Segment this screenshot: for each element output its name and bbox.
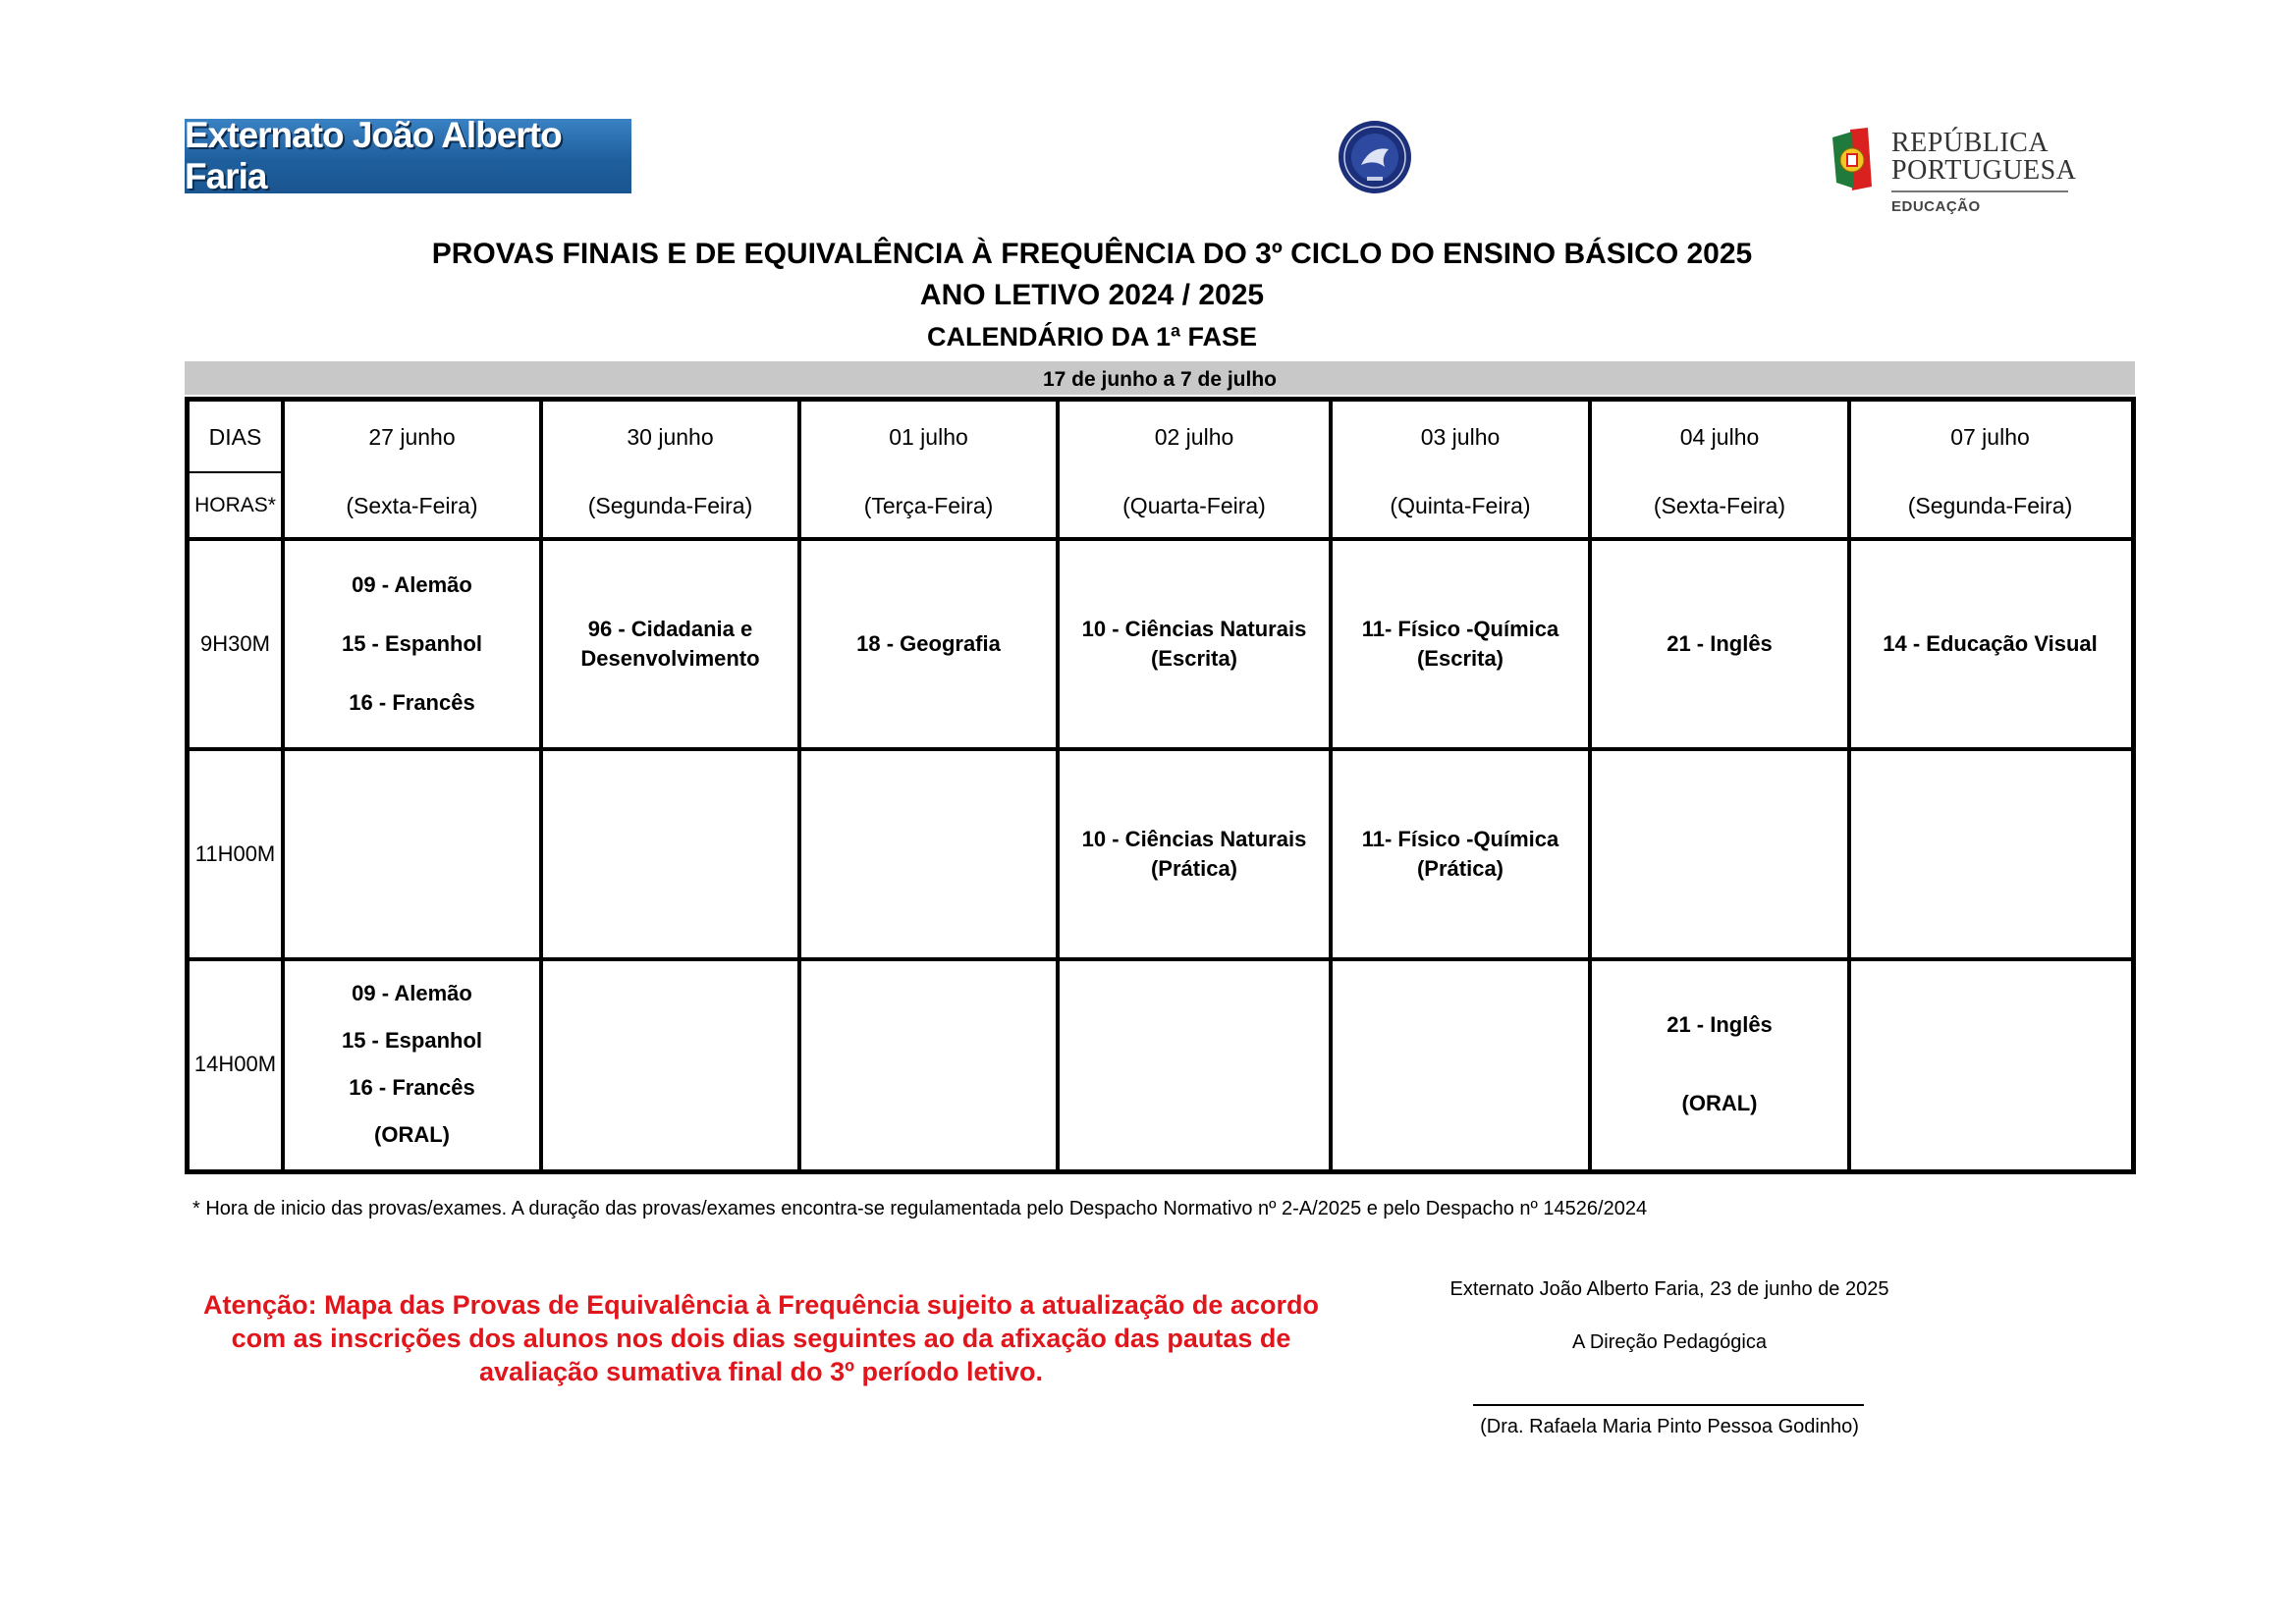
exam-note: (Prática) (1416, 856, 1504, 881)
exam-cell (285, 961, 539, 1167)
day-header-date: 02 julho (1154, 424, 1234, 450)
empty-cell (1060, 961, 1329, 1167)
exam-cell (1592, 961, 1847, 1167)
school-logo (185, 115, 631, 196)
portugal-flag-icon (1829, 128, 1878, 192)
signature-name: (Dra. Rafaela Maria Pinto Pessoa Godinho) (1480, 1416, 1859, 1437)
day-header-weekday: (Sexta-Feira) (346, 493, 478, 518)
republica-text: REPÚBLICA (1891, 128, 2050, 158)
republica-portuguesa-logo (1829, 126, 2077, 220)
signature-line (1473, 1404, 1864, 1406)
attention-notice (187, 1288, 1336, 1388)
document-title: PROVAS FINAIS E DE EQUIVALÊNCIA À FREQUÊNCIA DO 3º CICLO DO ENSINO BÁSICO 2025 (431, 238, 1753, 270)
exam-subject: 16 - Francês (349, 1075, 475, 1100)
empty-cell (801, 751, 1056, 957)
day-header-date: 27 junho (368, 424, 456, 450)
exam-subject: Desenvolvimento (580, 646, 760, 671)
footnote: * Hora de inicio das provas/exames. A duração das provas/exames encontra-se regulamentada pelo Despacho Normativo nº 2-A/2025 e pelo Despacho nº 14526/2024 (192, 1198, 1648, 1219)
day-header-weekday: (Segunda-Feira) (1907, 493, 2073, 518)
exam-calendar-table (185, 397, 2136, 1174)
signature-place-date: Externato João Alberto Faria, 23 de junho de 2025 (1449, 1278, 1889, 1300)
day-header-date: 04 julho (1679, 424, 1760, 450)
exam-cell (1333, 751, 1588, 957)
empty-cell (801, 961, 1056, 1167)
portuguesa-text: PORTUGUESA (1891, 155, 2077, 186)
exam-subject: 14 - Educação Visual (1883, 631, 2098, 656)
time-slot-label: 14H00M (193, 1052, 277, 1076)
day-header-weekday: (Sexta-Feira) (1653, 493, 1786, 518)
exam-cell (1333, 541, 1588, 747)
time-slot-label: 9H30M (200, 631, 270, 656)
exam-cell (1060, 541, 1329, 747)
day-header-weekday: (Quinta-Feira) (1390, 493, 1531, 518)
exam-subject: 09 - Alemão (352, 981, 472, 1005)
school-year: ANO LETIVO 2024 / 2025 (919, 279, 1265, 311)
notice-line-3: avaliação sumativa final do 3º período letivo. (478, 1357, 1044, 1386)
exam-subject: 11- Físico -Química (1361, 827, 1559, 851)
notice-line-1: Atenção: Mapa das Provas de Equivalência à Frequência sujeito a atualização de acordo (203, 1290, 1319, 1320)
exam-subject: 21 - Inglês (1667, 631, 1773, 656)
logo-divider (1891, 190, 2068, 192)
day-header-date: 03 julho (1420, 424, 1501, 450)
day-header-date: 07 julho (1950, 424, 2030, 450)
exam-note: (Escrita) (1416, 646, 1504, 671)
exam-note: (Prática) (1150, 856, 1238, 881)
school-seal-icon (1338, 120, 1412, 194)
day-header-weekday: (Terça-Feira) (863, 493, 994, 518)
corner-horas-label: HORAS* (194, 494, 276, 516)
empty-cell (1592, 751, 1847, 957)
exam-subject: 10 - Ciências Naturais (1081, 617, 1307, 641)
exam-cell (285, 541, 539, 747)
phase-title: CALENDÁRIO DA 1ª FASE (926, 322, 1258, 352)
exam-cell (1060, 751, 1329, 957)
period-bar: 17 de junho a 7 de julho (185, 361, 2135, 395)
exam-subject: 96 - Cidadania e (587, 617, 753, 641)
exam-subject: 15 - Espanhol (341, 1028, 483, 1053)
exam-cell (543, 541, 797, 747)
empty-cell (1333, 961, 1588, 1167)
time-slot-label: 11H00M (194, 841, 276, 866)
school-logo-text: Externato João Alberto Faria (185, 115, 562, 196)
exam-subject: 10 - Ciências Naturais (1081, 827, 1307, 851)
empty-cell (285, 751, 539, 957)
empty-cell (543, 751, 797, 957)
exam-subject: 18 - Geografia (856, 631, 1001, 656)
empty-cell (1851, 751, 2129, 957)
notice-line-2: com as inscrições dos alunos nos dois dias seguintes ao da afixação das pautas de (231, 1324, 1291, 1353)
exam-cell (801, 541, 1056, 747)
day-header-date: 30 junho (627, 424, 714, 450)
corner-dias-label: DIAS (208, 424, 262, 450)
empty-cell (543, 961, 797, 1167)
day-header-weekday: (Quarta-Feira) (1122, 493, 1266, 518)
exam-subject: 15 - Espanhol (341, 631, 483, 656)
exam-note: (Escrita) (1150, 646, 1238, 671)
exam-note: (ORAL) (1681, 1091, 1758, 1115)
educacao-text: EDUCAÇÃO (1891, 198, 1981, 215)
empty-cell (1851, 961, 2129, 1167)
day-header-date: 01 julho (889, 424, 968, 450)
exam-subject: 11- Físico -Química (1361, 617, 1559, 641)
day-header-weekday: (Segunda-Feira) (587, 493, 753, 518)
exam-cell (1851, 541, 2129, 747)
exam-subject: 09 - Alemão (352, 572, 472, 597)
signature-role: A Direção Pedagógica (1572, 1331, 1767, 1353)
exam-subject: 21 - Inglês (1667, 1012, 1773, 1037)
exam-note: (ORAL) (374, 1122, 450, 1147)
exam-cell (1592, 541, 1847, 747)
exam-subject: 16 - Francês (349, 690, 475, 715)
